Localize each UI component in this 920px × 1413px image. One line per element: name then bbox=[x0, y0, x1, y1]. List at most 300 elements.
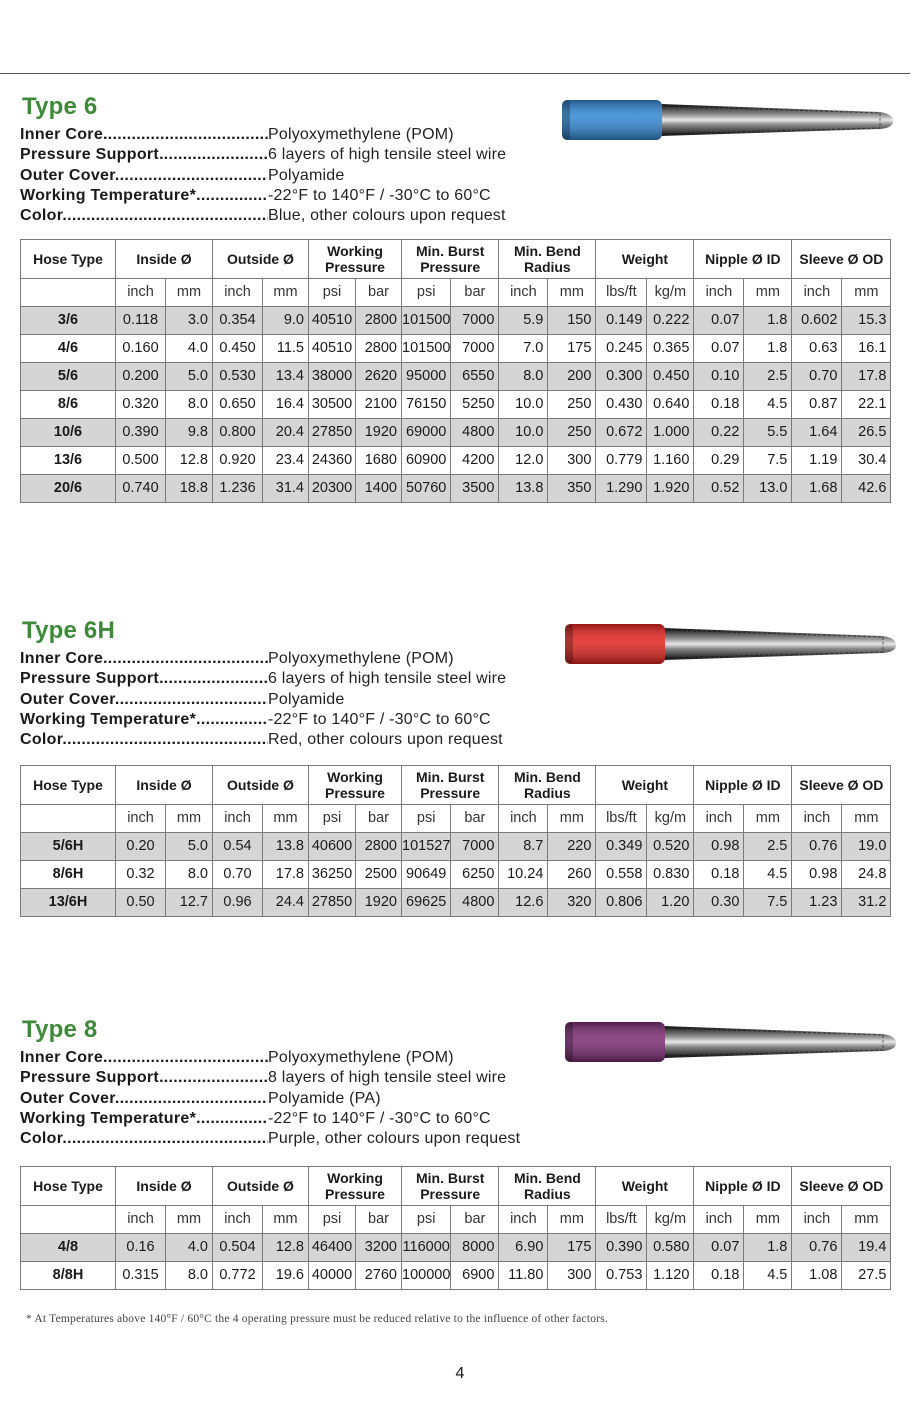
spec-label: Color ..... bbox=[20, 1129, 268, 1149]
value-cell: 17.8 bbox=[263, 861, 309, 889]
unit-cell: bar bbox=[356, 279, 402, 307]
value-cell: 5.5 bbox=[744, 419, 792, 447]
value-cell: 1.8 bbox=[744, 307, 792, 335]
unit-cell: lbs/ft bbox=[596, 279, 647, 307]
value-cell: 12.7 bbox=[166, 889, 213, 917]
spec-label: Pressure Support ..... bbox=[20, 1068, 268, 1088]
value-cell: 320 bbox=[548, 889, 596, 917]
value-cell: 4800 bbox=[451, 889, 499, 917]
header-nipple-id: Nipple Ø ID bbox=[694, 1167, 792, 1206]
value-cell: 4.5 bbox=[744, 391, 792, 419]
value-cell: 38000 bbox=[309, 363, 356, 391]
unit-cell: mm bbox=[744, 279, 792, 307]
hose-type-cell: 8/8H bbox=[21, 1262, 116, 1290]
unit-cell: lbs/ft bbox=[596, 1206, 647, 1234]
value-cell: 0.800 bbox=[213, 419, 263, 447]
table-row bbox=[21, 363, 891, 391]
value-cell: 1.290 bbox=[596, 475, 647, 503]
spec-value: Polyoxymethylene (POM) bbox=[268, 1049, 454, 1066]
hose-type-cell: 5/6 bbox=[21, 363, 116, 391]
value-cell: 8.0 bbox=[166, 1262, 213, 1290]
unit-cell: mm bbox=[744, 805, 792, 833]
value-cell: 175 bbox=[548, 335, 596, 363]
value-cell: 0.54 bbox=[213, 833, 263, 861]
value-cell: 36250 bbox=[309, 861, 356, 889]
unit-row bbox=[21, 805, 891, 833]
value-cell: 0.222 bbox=[647, 307, 694, 335]
unit-cell: inch bbox=[792, 805, 842, 833]
value-cell: 1.000 bbox=[647, 419, 694, 447]
spec-label: Pressure Support ..... bbox=[20, 145, 268, 165]
value-cell: 0.520 bbox=[647, 833, 694, 861]
unit-cell: inch bbox=[499, 279, 548, 307]
value-cell: 1.68 bbox=[792, 475, 842, 503]
value-cell: 10.0 bbox=[499, 391, 548, 419]
value-cell: 24.8 bbox=[842, 861, 891, 889]
value-cell: 1.920 bbox=[647, 475, 694, 503]
value-cell: 1.8 bbox=[744, 1234, 792, 1262]
value-cell: 13.0 bbox=[744, 475, 792, 503]
spec-value: Purple, other colours upon request bbox=[268, 1130, 521, 1148]
spec-value: Polyoxymethylene (POM) bbox=[268, 650, 454, 667]
value-cell: 0.32 bbox=[116, 861, 166, 889]
unit-cell: mm bbox=[263, 805, 309, 833]
spec-row-working-temperature bbox=[20, 710, 895, 730]
hose-illustration bbox=[563, 622, 898, 666]
table-row bbox=[21, 419, 891, 447]
value-cell: 1.160 bbox=[647, 447, 694, 475]
value-cell: 0.672 bbox=[596, 419, 647, 447]
value-cell: 0.772 bbox=[213, 1262, 263, 1290]
hose-image bbox=[563, 1020, 898, 1064]
value-cell: 100000 bbox=[402, 1262, 451, 1290]
value-cell: 0.740 bbox=[116, 475, 166, 503]
spec-label: Color ..... bbox=[20, 730, 268, 750]
spec-table bbox=[20, 239, 891, 503]
value-cell: 50760 bbox=[402, 475, 451, 503]
spec-table bbox=[20, 1166, 891, 1290]
value-cell: 101500 bbox=[402, 335, 451, 363]
hose-type-cell: 10/6 bbox=[21, 419, 116, 447]
spec-row-working-temperature bbox=[20, 1109, 895, 1129]
value-cell: 0.18 bbox=[694, 391, 744, 419]
value-cell: 24.4 bbox=[263, 889, 309, 917]
value-cell: 260 bbox=[548, 861, 596, 889]
spec-row-pressure-support bbox=[20, 669, 895, 689]
value-cell: 0.20 bbox=[116, 833, 166, 861]
table-row bbox=[21, 475, 891, 503]
value-cell: 20300 bbox=[309, 475, 356, 503]
value-cell: 12.0 bbox=[499, 447, 548, 475]
value-cell: 0.76 bbox=[792, 1234, 842, 1262]
unit-cell: psi bbox=[402, 1206, 451, 1234]
value-cell: 0.52 bbox=[694, 475, 744, 503]
value-cell: 95000 bbox=[402, 363, 451, 391]
value-cell: 0.07 bbox=[694, 307, 744, 335]
spec-label: Outer Cover ..... bbox=[20, 690, 268, 710]
value-cell: 27850 bbox=[309, 419, 356, 447]
value-cell: 1.64 bbox=[792, 419, 842, 447]
value-cell: 0.07 bbox=[694, 335, 744, 363]
value-cell: 31.4 bbox=[263, 475, 309, 503]
unit-cell-empty bbox=[21, 805, 116, 833]
unit-cell: inch bbox=[499, 1206, 548, 1234]
unit-row bbox=[21, 279, 891, 307]
value-cell: 1920 bbox=[356, 889, 402, 917]
header-min-burst-pressure: Min. Burst Pressure bbox=[402, 766, 499, 805]
value-cell: 30500 bbox=[309, 391, 356, 419]
header-outside: Outside Ø bbox=[213, 766, 309, 805]
unit-cell: mm bbox=[166, 279, 213, 307]
value-cell: 0.98 bbox=[694, 833, 744, 861]
table-row bbox=[21, 889, 891, 917]
header-working-pressure: Working Pressure bbox=[309, 766, 402, 805]
header-min-burst-pressure: Min. Burst Pressure bbox=[402, 1167, 499, 1206]
value-cell: 4.5 bbox=[744, 861, 792, 889]
section-title: Type 6H bbox=[22, 617, 115, 644]
hose-illustration bbox=[560, 98, 895, 142]
table-row bbox=[21, 307, 891, 335]
value-cell: 6550 bbox=[451, 363, 499, 391]
value-cell: 2800 bbox=[356, 833, 402, 861]
header-min-bend-radius: Min. Bend Radius bbox=[499, 766, 596, 805]
top-rule bbox=[0, 73, 910, 74]
spec-label: Working Temperature* ..... bbox=[20, 1109, 268, 1129]
value-cell: 4.5 bbox=[744, 1262, 792, 1290]
value-cell: 0.558 bbox=[596, 861, 647, 889]
page-number: 4 bbox=[455, 1365, 465, 1382]
spec-row-outer-cover bbox=[20, 1089, 895, 1109]
value-cell: 19.4 bbox=[842, 1234, 891, 1262]
spec-label: Inner Core ..... bbox=[20, 649, 268, 669]
value-cell: 1.20 bbox=[647, 889, 694, 917]
value-cell: 3200 bbox=[356, 1234, 402, 1262]
value-cell: 0.365 bbox=[647, 335, 694, 363]
value-cell: 20.4 bbox=[263, 419, 309, 447]
value-cell: 60900 bbox=[402, 447, 451, 475]
header-nipple-id: Nipple Ø ID bbox=[694, 240, 792, 279]
spec-row-pressure-support bbox=[20, 1068, 895, 1088]
spec-table bbox=[20, 765, 891, 917]
unit-cell: mm bbox=[842, 805, 891, 833]
spec-value: Polyamide bbox=[268, 166, 345, 184]
value-cell: 0.640 bbox=[647, 391, 694, 419]
unit-cell: psi bbox=[309, 805, 356, 833]
table-row bbox=[21, 391, 891, 419]
footnote: * At Temperatures above 140°F / 60°C the 4 operating pressure must be reduced relative to the influence of other factors. bbox=[26, 1313, 608, 1325]
unit-cell: psi bbox=[309, 279, 356, 307]
header-min-bend-radius: Min. Bend Radius bbox=[499, 1167, 596, 1206]
value-cell: 4.0 bbox=[166, 335, 213, 363]
unit-cell: kg/m bbox=[647, 1206, 694, 1234]
header-inside: Inside Ø bbox=[116, 766, 213, 805]
value-cell: 2620 bbox=[356, 363, 402, 391]
table-row bbox=[21, 447, 891, 475]
value-cell: 0.76 bbox=[792, 833, 842, 861]
value-cell: 24360 bbox=[309, 447, 356, 475]
value-cell: 90649 bbox=[402, 861, 451, 889]
value-cell: 0.602 bbox=[792, 307, 842, 335]
value-cell: 15.3 bbox=[842, 307, 891, 335]
value-cell: 175 bbox=[548, 1234, 596, 1262]
value-cell: 8.0 bbox=[166, 391, 213, 419]
header-weight: Weight bbox=[596, 766, 694, 805]
header-sleeve-od: Sleeve Ø OD bbox=[792, 240, 891, 279]
value-cell: 0.450 bbox=[213, 335, 263, 363]
unit-cell: inch bbox=[213, 279, 263, 307]
value-cell: 7000 bbox=[451, 833, 499, 861]
value-cell: 0.200 bbox=[116, 363, 166, 391]
value-cell: 40510 bbox=[309, 335, 356, 363]
value-cell: 8.0 bbox=[166, 861, 213, 889]
unit-cell: bar bbox=[451, 1206, 499, 1234]
value-cell: 22.1 bbox=[842, 391, 891, 419]
header-inside: Inside Ø bbox=[116, 240, 213, 279]
hose-illustration bbox=[563, 1020, 898, 1064]
section-title: Type 6 bbox=[22, 93, 98, 120]
value-cell: 40600 bbox=[309, 833, 356, 861]
unit-cell: bar bbox=[451, 805, 499, 833]
value-cell: 0.779 bbox=[596, 447, 647, 475]
header-min-bend-radius: Min. Bend Radius bbox=[499, 240, 596, 279]
value-cell: 350 bbox=[548, 475, 596, 503]
value-cell: 0.430 bbox=[596, 391, 647, 419]
value-cell: 0.70 bbox=[213, 861, 263, 889]
unit-cell: mm bbox=[548, 1206, 596, 1234]
value-cell: 6250 bbox=[451, 861, 499, 889]
value-cell: 5.0 bbox=[166, 363, 213, 391]
value-cell: 13.8 bbox=[499, 475, 548, 503]
unit-cell: bar bbox=[356, 1206, 402, 1234]
spec-label: Outer Cover ..... bbox=[20, 1089, 268, 1109]
unit-cell-empty bbox=[21, 279, 116, 307]
table-row bbox=[21, 335, 891, 363]
value-cell: 7.0 bbox=[499, 335, 548, 363]
value-cell: 0.504 bbox=[213, 1234, 263, 1262]
value-cell: 0.753 bbox=[596, 1262, 647, 1290]
value-cell: 0.149 bbox=[596, 307, 647, 335]
value-cell: 6900 bbox=[451, 1262, 499, 1290]
value-cell: 9.0 bbox=[263, 307, 309, 335]
value-cell: 5.0 bbox=[166, 833, 213, 861]
value-cell: 3500 bbox=[451, 475, 499, 503]
value-cell: 7.5 bbox=[744, 447, 792, 475]
unit-cell: inch bbox=[792, 279, 842, 307]
header-working-pressure: Working Pressure bbox=[309, 240, 402, 279]
table-row bbox=[21, 861, 891, 889]
spec-row-outer-cover bbox=[20, 690, 895, 710]
header-weight: Weight bbox=[596, 1167, 694, 1206]
value-cell: 12.8 bbox=[166, 447, 213, 475]
value-cell: 7000 bbox=[451, 335, 499, 363]
header-row bbox=[21, 1167, 891, 1206]
value-cell: 0.10 bbox=[694, 363, 744, 391]
value-cell: 40510 bbox=[309, 307, 356, 335]
unit-cell: kg/m bbox=[647, 279, 694, 307]
value-cell: 0.98 bbox=[792, 861, 842, 889]
value-cell: 0.70 bbox=[792, 363, 842, 391]
value-cell: 0.07 bbox=[694, 1234, 744, 1262]
value-cell: 19.6 bbox=[263, 1262, 309, 1290]
value-cell: 17.8 bbox=[842, 363, 891, 391]
spec-label: Outer Cover ..... bbox=[20, 166, 268, 186]
value-cell: 1920 bbox=[356, 419, 402, 447]
value-cell: 1400 bbox=[356, 475, 402, 503]
value-cell: 0.30 bbox=[694, 889, 744, 917]
unit-cell: mm bbox=[166, 805, 213, 833]
spec-label: Color ..... bbox=[20, 206, 268, 226]
section-type-1 bbox=[20, 93, 895, 496]
value-cell: 0.300 bbox=[596, 363, 647, 391]
value-cell: 18.8 bbox=[166, 475, 213, 503]
value-cell: 4.0 bbox=[166, 1234, 213, 1262]
value-cell: 19.0 bbox=[842, 833, 891, 861]
unit-cell: mm bbox=[548, 279, 596, 307]
spec-label: Working Temperature* ..... bbox=[20, 710, 268, 730]
value-cell: 1680 bbox=[356, 447, 402, 475]
spec-value: Blue, other colours upon request bbox=[268, 207, 506, 225]
spec-row-pressure-support bbox=[20, 145, 895, 165]
value-cell: 2.5 bbox=[744, 363, 792, 391]
unit-cell: lbs/ft bbox=[596, 805, 647, 833]
value-cell: 0.530 bbox=[213, 363, 263, 391]
value-cell: 250 bbox=[548, 391, 596, 419]
header-hose-type: Hose Type bbox=[21, 1167, 116, 1206]
value-cell: 7000 bbox=[451, 307, 499, 335]
unit-cell: mm bbox=[744, 1206, 792, 1234]
value-cell: 11.5 bbox=[263, 335, 309, 363]
header-min-burst-pressure: Min. Burst Pressure bbox=[402, 240, 499, 279]
value-cell: 1.8 bbox=[744, 335, 792, 363]
spec-label: Pressure Support ..... bbox=[20, 669, 268, 689]
value-cell: 0.18 bbox=[694, 861, 744, 889]
value-cell: 27.5 bbox=[842, 1262, 891, 1290]
value-cell: 300 bbox=[548, 1262, 596, 1290]
unit-cell: inch bbox=[116, 1206, 166, 1234]
spec-row-color bbox=[20, 1129, 895, 1149]
value-cell: 0.50 bbox=[116, 889, 166, 917]
value-cell: 0.580 bbox=[647, 1234, 694, 1262]
value-cell: 0.18 bbox=[694, 1262, 744, 1290]
unit-cell: psi bbox=[402, 805, 451, 833]
value-cell: 8000 bbox=[451, 1234, 499, 1262]
value-cell: 116000 bbox=[402, 1234, 451, 1262]
value-cell: 0.349 bbox=[596, 833, 647, 861]
value-cell: 2760 bbox=[356, 1262, 402, 1290]
value-cell: 4200 bbox=[451, 447, 499, 475]
spec-value: -22°F to 140°F / -30°C to 60°C bbox=[268, 186, 491, 204]
value-cell: 1.08 bbox=[792, 1262, 842, 1290]
table-row bbox=[21, 833, 891, 861]
spec-value: -22°F to 140°F / -30°C to 60°C bbox=[268, 1109, 491, 1127]
spec-value: 6 layers of high tensile steel wire bbox=[268, 146, 507, 164]
value-cell: 0.96 bbox=[213, 889, 263, 917]
section-type-3 bbox=[20, 1016, 895, 1283]
value-cell: 0.390 bbox=[116, 419, 166, 447]
unit-cell: bar bbox=[451, 279, 499, 307]
header-inside: Inside Ø bbox=[116, 1167, 213, 1206]
spec-value: -22°F to 140°F / -30°C to 60°C bbox=[268, 710, 491, 728]
unit-cell: inch bbox=[116, 279, 166, 307]
value-cell: 0.245 bbox=[596, 335, 647, 363]
value-cell: 13.8 bbox=[263, 833, 309, 861]
spec-row-outer-cover bbox=[20, 166, 895, 186]
spec-value: Polyamide (PA) bbox=[268, 1089, 381, 1107]
value-cell: 0.315 bbox=[116, 1262, 166, 1290]
value-cell: 0.29 bbox=[694, 447, 744, 475]
value-cell: 0.118 bbox=[116, 307, 166, 335]
spec-value: Red, other colours upon request bbox=[268, 731, 503, 749]
unit-cell: inch bbox=[213, 1206, 263, 1234]
value-cell: 0.450 bbox=[647, 363, 694, 391]
value-cell: 8.7 bbox=[499, 833, 548, 861]
spec-value: Polyamide bbox=[268, 690, 345, 708]
value-cell: 220 bbox=[548, 833, 596, 861]
unit-cell: kg/m bbox=[647, 805, 694, 833]
value-cell: 0.390 bbox=[596, 1234, 647, 1262]
unit-cell: inch bbox=[213, 805, 263, 833]
value-cell: 30.4 bbox=[842, 447, 891, 475]
unit-cell: bar bbox=[356, 805, 402, 833]
table-row bbox=[21, 1262, 891, 1290]
header-hose-type: Hose Type bbox=[21, 240, 116, 279]
value-cell: 8.0 bbox=[499, 363, 548, 391]
value-cell: 27850 bbox=[309, 889, 356, 917]
value-cell: 0.16 bbox=[116, 1234, 166, 1262]
value-cell: 101527 bbox=[402, 833, 451, 861]
section-title: Type 8 bbox=[22, 1016, 98, 1043]
header-weight: Weight bbox=[596, 240, 694, 279]
value-cell: 6.90 bbox=[499, 1234, 548, 1262]
hose-type-cell: 5/6H bbox=[21, 833, 116, 861]
unit-cell: psi bbox=[309, 1206, 356, 1234]
value-cell: 31.2 bbox=[842, 889, 891, 917]
value-cell: 9.8 bbox=[166, 419, 213, 447]
spec-value: 6 layers of high tensile steel wire bbox=[268, 670, 507, 688]
header-working-pressure: Working Pressure bbox=[309, 1167, 402, 1206]
value-cell: 150 bbox=[548, 307, 596, 335]
value-cell: 16.4 bbox=[263, 391, 309, 419]
value-cell: 0.650 bbox=[213, 391, 263, 419]
value-cell: 76150 bbox=[402, 391, 451, 419]
unit-cell: inch bbox=[694, 805, 744, 833]
hose-type-cell: 4/8 bbox=[21, 1234, 116, 1262]
value-cell: 2500 bbox=[356, 861, 402, 889]
header-sleeve-od: Sleeve Ø OD bbox=[792, 1167, 891, 1206]
value-cell: 13.4 bbox=[263, 363, 309, 391]
value-cell: 300 bbox=[548, 447, 596, 475]
value-cell: 2.5 bbox=[744, 833, 792, 861]
hose-type-cell: 8/6 bbox=[21, 391, 116, 419]
unit-cell: mm bbox=[842, 1206, 891, 1234]
value-cell: 0.160 bbox=[116, 335, 166, 363]
value-cell: 0.500 bbox=[116, 447, 166, 475]
spec-label: Inner Core ..... bbox=[20, 1048, 268, 1068]
value-cell: 10.0 bbox=[499, 419, 548, 447]
value-cell: 0.920 bbox=[213, 447, 263, 475]
value-cell: 0.830 bbox=[647, 861, 694, 889]
unit-cell: mm bbox=[548, 805, 596, 833]
value-cell: 5.9 bbox=[499, 307, 548, 335]
value-cell: 1.23 bbox=[792, 889, 842, 917]
header-sleeve-od: Sleeve Ø OD bbox=[792, 766, 891, 805]
value-cell: 3.0 bbox=[166, 307, 213, 335]
unit-cell: inch bbox=[499, 805, 548, 833]
hose-type-cell: 13/6H bbox=[21, 889, 116, 917]
value-cell: 2800 bbox=[356, 307, 402, 335]
value-cell: 69625 bbox=[402, 889, 451, 917]
value-cell: 1.19 bbox=[792, 447, 842, 475]
